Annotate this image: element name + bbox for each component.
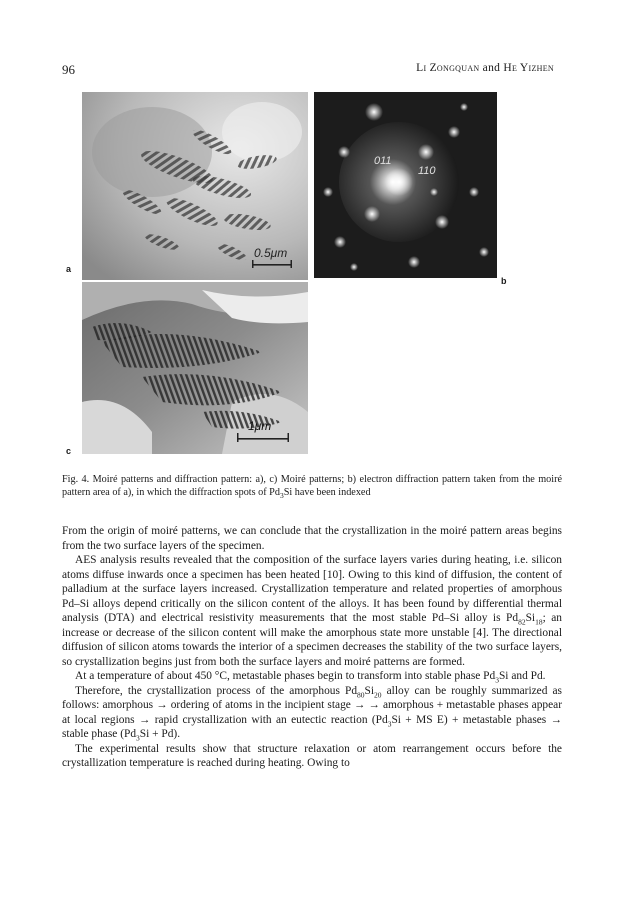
p4-sub-2: 20 xyxy=(374,689,382,699)
p2-text-b: Si xyxy=(525,612,536,624)
p4-text-c: alloy can be roughly summarized as follows: amorphous → ordering of atoms in the incipient stage → → amorphous + metastable phases appear at local regions → rapid crystallization with an eutectic reaction (Pd xyxy=(62,684,562,726)
p2-sub-2: 18 xyxy=(535,617,543,627)
paragraph-1: From the origin of moiré patterns, we can conclude that the crystallization in the moiré pattern areas begins from the two surface layers of the specimen. xyxy=(62,525,562,552)
p2-text-c: ; an increase or decrease of the silicon content will make the amorphous state more unstable [4]. The directional diffusion of silicon atoms towards the interior of a specimen decreases the stability of the two surface layers, so crystallization begins just from both the surface layers and moiré patterns are formed. xyxy=(62,612,562,668)
p3-text-b: Si and Pd. xyxy=(498,670,546,682)
p2-sub-1: 82 xyxy=(518,617,526,627)
diffraction-pattern-b xyxy=(314,92,497,278)
diffraction-index-011: 011 xyxy=(374,155,392,167)
body-text xyxy=(62,524,562,771)
scale-bar-a-label: 0.5μm xyxy=(254,246,288,260)
micrograph-c-image xyxy=(82,282,308,454)
author-connector: and xyxy=(479,62,504,74)
author2-initial: H xyxy=(503,62,512,74)
p4-sub-3: 3 xyxy=(387,718,392,728)
page-number: 96 xyxy=(62,62,75,77)
panel-label-c: c xyxy=(66,446,72,456)
panel-label-a: a xyxy=(66,264,72,274)
paragraph-5: The experimental results show that structure relaxation or atom rearrangement occurs before the crystallization temperature is reached during heating. Owing to xyxy=(62,742,562,769)
p2-text-a: AES analysis results revealed that the composition of the surface layers varies during heating, i.e. silicon atoms diffuse inwards once a specimen has been heated [10]. Owing to this kind of diffusion, the content of palladium at the surface layers increased. Crystallization temperature and related properties of amorphous Pd–Si alloys depend critically on the silicon content of the alloys. It has been found by differential thermal analysis (DTA) and electrical resistivity measurements that the most stable Pd–Si alloy is Pd xyxy=(62,554,562,624)
diffraction-pattern-image xyxy=(314,92,497,278)
p4-text-b: Si xyxy=(364,684,375,697)
p4-sub-4: 3 xyxy=(136,733,140,743)
scale-bar-c-label: 1μm xyxy=(248,419,272,433)
author1-rest: i Zongquan xyxy=(423,62,480,74)
author1-initial: L xyxy=(416,62,424,74)
caption-text-1: Fig. 4. Moiré patterns and diffraction pattern: a), c) Moiré patterns; b) electron diffraction pattern taken from the moiré pattern area of a), in which the diffraction spots of Pd xyxy=(62,474,562,499)
caption-subscript: 3 xyxy=(279,491,284,501)
caption-text-2: Si have been indexed xyxy=(283,487,371,499)
author2-rest: e Yizhen xyxy=(511,62,554,74)
p3-text-a: At a temperature of about 450 °C, metastable phases begin to transform into stable phase Pd xyxy=(75,670,496,682)
figure-caption xyxy=(62,473,562,500)
running-head xyxy=(416,62,554,74)
panel-label-b: b xyxy=(501,276,507,286)
p4-sub-1: 80 xyxy=(357,689,365,699)
diffraction-index-110: 110 xyxy=(418,165,436,177)
p4-text-a: Therefore, the crystallization process of the amorphous Pd xyxy=(75,684,358,697)
paragraph-4 xyxy=(62,684,562,742)
paragraph-2 xyxy=(62,553,562,669)
p4-text-d: Si + MS E) + metastable phases → stable phase (Pd xyxy=(62,713,562,740)
micrograph-a xyxy=(82,92,308,280)
micrograph-c xyxy=(82,282,308,454)
p3-sub: 3 xyxy=(495,675,499,685)
micrograph-a-image xyxy=(82,92,308,280)
p4-text-e: Si + Pd). xyxy=(139,728,181,740)
paragraph-3 xyxy=(62,669,562,684)
